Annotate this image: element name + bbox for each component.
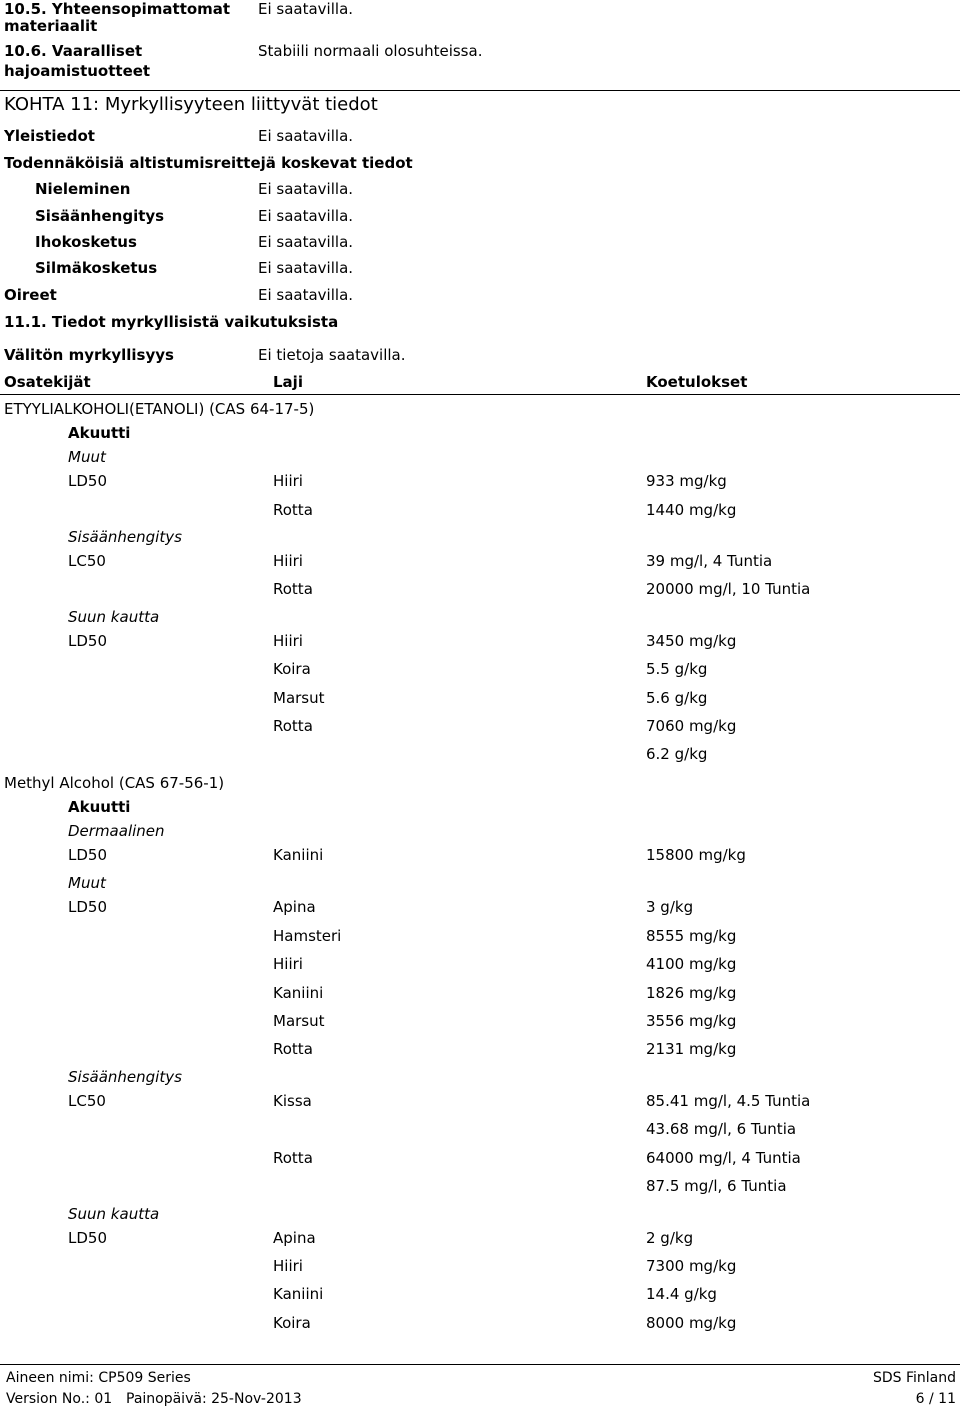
- result: 5.6 g/kg: [646, 689, 708, 707]
- species: Rotta: [273, 1149, 313, 1167]
- s105-value: Ei saatavilla.: [258, 0, 354, 18]
- result: 8555 mg/kg: [646, 927, 737, 945]
- section11-title: KOHTA 11: Myrkyllisyyteen liittyvät tiedot: [4, 94, 378, 115]
- footer-date: Painopäivä: 25-Nov-2013: [126, 1391, 302, 1407]
- general-value: Ei saatavilla.: [258, 127, 354, 145]
- acute-label: Välitön myrkyllisyys: [4, 346, 174, 364]
- result: 1826 mg/kg: [646, 984, 737, 1002]
- component-name: Methyl Alcohol (CAS 67-56-1): [4, 774, 225, 792]
- header-species: Laji: [273, 373, 303, 391]
- route-value: Ei saatavilla.: [258, 207, 354, 225]
- result: 87.5 mg/l, 6 Tuntia: [646, 1177, 787, 1195]
- result: 7060 mg/kg: [646, 717, 737, 735]
- route-inhalation: Sisäänhengitys: [68, 528, 182, 546]
- symptoms-label: Oireet: [4, 286, 57, 304]
- section-divider: [0, 90, 960, 91]
- result: 933 mg/kg: [646, 472, 727, 490]
- routes-heading: Todennäköisiä altistumisreittejä koskevat tiedot: [4, 154, 413, 172]
- general-label: Yleistiedot: [4, 127, 95, 145]
- category-acute: Akuutti: [68, 798, 131, 816]
- species: Kaniini: [273, 846, 324, 864]
- test-type: LD50: [68, 472, 107, 490]
- result: 14.4 g/kg: [646, 1285, 717, 1303]
- species: Rotta: [273, 501, 313, 519]
- species: Koira: [273, 660, 311, 678]
- header-results: Koetulokset: [646, 373, 748, 391]
- footer-version: Version No.: 01: [6, 1391, 113, 1407]
- footer-page-number: 6 / 11: [915, 1391, 956, 1407]
- component-name: ETYYLIALKOHOLI(ETANOLI) (CAS 64-17-5): [4, 400, 315, 418]
- species: Marsut: [273, 689, 325, 707]
- species: Hiiri: [273, 955, 303, 973]
- s106-value: Stabiili normaali olosuhteissa.: [258, 42, 483, 60]
- result: 2 g/kg: [646, 1229, 694, 1247]
- result: 3556 mg/kg: [646, 1012, 737, 1030]
- species: Hiiri: [273, 472, 303, 490]
- result: 7300 mg/kg: [646, 1257, 737, 1275]
- species: Hiiri: [273, 552, 303, 570]
- result: 64000 mg/l, 4 Tuntia: [646, 1149, 801, 1167]
- test-type: LD50: [68, 846, 107, 864]
- route-label: Nieleminen: [35, 180, 131, 198]
- result: 6.2 g/kg: [646, 745, 708, 763]
- route-label: Sisäänhengitys: [35, 207, 165, 225]
- species: Rotta: [273, 717, 313, 735]
- species: Rotta: [273, 580, 313, 598]
- header-rule: [0, 394, 960, 395]
- result: 43.68 mg/l, 6 Tuntia: [646, 1120, 797, 1138]
- route-value: Ei saatavilla.: [258, 259, 354, 277]
- species: Kaniini: [273, 1285, 324, 1303]
- species: Marsut: [273, 1012, 325, 1030]
- footer-product: Aineen nimi: CP509 Series: [6, 1370, 191, 1386]
- result: 39 mg/l, 4 Tuntia: [646, 552, 773, 570]
- result: 3 g/kg: [646, 898, 694, 916]
- result: 3450 mg/kg: [646, 632, 737, 650]
- species: Hiiri: [273, 1257, 303, 1275]
- s111-heading: 11.1. Tiedot myrkyllisistä vaikutuksista: [4, 313, 339, 331]
- symptoms-value: Ei saatavilla.: [258, 286, 354, 304]
- species: Kissa: [273, 1092, 312, 1110]
- route-inhalation: Sisäänhengitys: [68, 1068, 182, 1086]
- species: Koira: [273, 1314, 311, 1332]
- route-value: Ei saatavilla.: [258, 233, 354, 251]
- result: 5.5 g/kg: [646, 660, 708, 678]
- s105-label-line1: 10.5. Yhteensopimattomat: [4, 0, 231, 18]
- s106-label-line2: hajoamistuotteet: [4, 62, 151, 80]
- header-component: Osatekijät: [4, 373, 91, 391]
- result: 2131 mg/kg: [646, 1040, 737, 1058]
- route-value: Ei saatavilla.: [258, 180, 354, 198]
- test-type: LD50: [68, 1229, 107, 1247]
- result: 1440 mg/kg: [646, 501, 737, 519]
- s105-label-line2: materiaalit: [4, 17, 98, 35]
- species: Rotta: [273, 1040, 313, 1058]
- route-other: Muut: [68, 874, 106, 892]
- result: 8000 mg/kg: [646, 1314, 737, 1332]
- result: 85.41 mg/l, 4.5 Tuntia: [646, 1092, 811, 1110]
- test-type: LD50: [68, 898, 107, 916]
- s106-label-line1: 10.6. Vaaralliset: [4, 42, 143, 60]
- acute-value: Ei tietoja saatavilla.: [258, 346, 406, 364]
- category-acute: Akuutti: [68, 424, 131, 442]
- footer-sds: SDS Finland: [872, 1370, 956, 1386]
- footer-rule: [0, 1364, 960, 1365]
- route-oral: Suun kautta: [68, 608, 160, 626]
- route-oral: Suun kautta: [68, 1205, 160, 1223]
- result: 20000 mg/l, 10 Tuntia: [646, 580, 811, 598]
- test-type: LC50: [68, 552, 106, 570]
- species: Apina: [273, 1229, 316, 1247]
- species: Kaniini: [273, 984, 324, 1002]
- species: Hiiri: [273, 632, 303, 650]
- species: Hamsteri: [273, 927, 342, 945]
- result: 4100 mg/kg: [646, 955, 737, 973]
- route-label: Ihokosketus: [35, 233, 137, 251]
- result: 15800 mg/kg: [646, 846, 746, 864]
- test-type: LD50: [68, 632, 107, 650]
- route-other: Muut: [68, 448, 106, 466]
- species: Apina: [273, 898, 316, 916]
- route-label: Silmäkosketus: [35, 259, 158, 277]
- route-dermal: Dermaalinen: [68, 822, 165, 840]
- test-type: LC50: [68, 1092, 106, 1110]
